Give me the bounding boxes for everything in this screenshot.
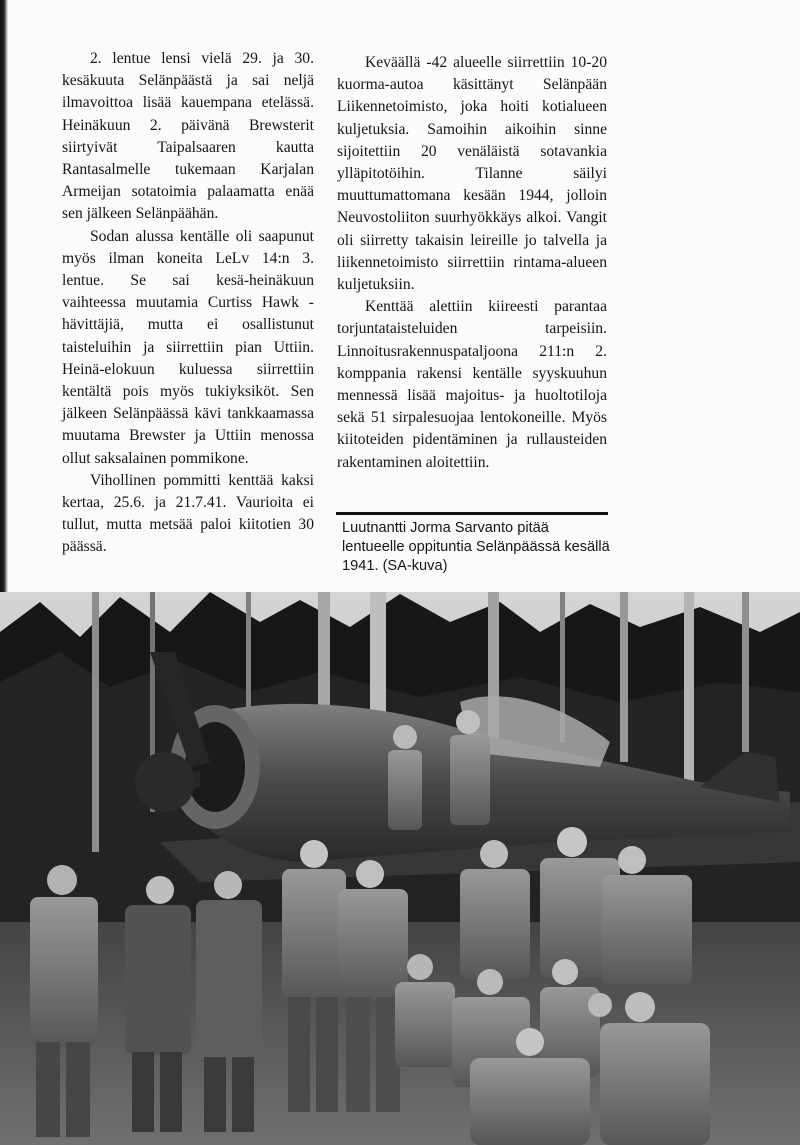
photo-illustration <box>0 592 800 1145</box>
paragraph: 2. lentue lensi vielä 29. ja 30. kesäkuuta Selänpäästä ja sai neljä ilmavoittoa lisää kauempana etelässä. Heinäkuun 2. päivänä Brewsterit siirtyivät Taipalsaaren kautta Rantasalmelle tukemaan Karjalan Armeijan sotatoimia palaamatta enää sen jälkeen Selänpäähän. <box>62 50 314 223</box>
historical-photo <box>0 592 800 1145</box>
caption-rule <box>336 512 608 515</box>
page-edge-shadow <box>0 0 8 600</box>
photo-caption: Luutnantti Jorma Sarvanto pitää lentueelle oppituntia Selänpäässä kesällä 1941. (SA-kuva) <box>342 520 610 575</box>
grain-overlay <box>0 592 800 1145</box>
paragraph: Sodan alussa kentälle oli saapunut myös ilman koneita LeLv 14:n 3. lentue. Se sai kesä-heinäkuun vaihteessa muutamia Curtiss Hawk -hävittäjiä, mutta ei osallistunut taisteluihin ja siirrettiin pian Uttiin. Heinä-elokuun kuluessa siirrettiin kentältä pois myös tukiyksiköt. Sen jälkeen Selänpäässä kävi tankkaamassa muutama Brewster ja Uttiin menossa ollut saksalainen pommikone. <box>62 227 314 467</box>
paragraph: Keväällä -42 alueelle siirrettiin 10-20 kuorma-autoa käsittänyt Selänpään Liikennetoimisto, joka hoiti kotialueen kuljetuksia. Samoihin aikoihin sinne sijoitettiin 20 venäläistä sotavankia ylläpitotöihin. Tilanne säilyi muuttumattomana kesään 1944, jolloin Neuvostoliiton suurhyökkäys alkoi. Vangit oli siirretty takaisin leireille jo talvella ja liikennetoimisto siirrettiin rintama-alueen kuljetuksiin. <box>337 54 607 294</box>
paragraph: Vihollinen pommitti kenttää kaksi kertaa, 25.6. ja 21.7.41. Vaurioita ei tullut, mutta metsää paloi kiitotien 30 päässä. <box>62 471 314 556</box>
right-text-column <box>337 52 607 474</box>
paragraph: Kenttää alettiin kiireesti parantaa torjuntataisteluiden tarpeisiin. Linnoitusrakennuspataljoona 211:n 2. komppania rakensi kentälle syyskuuhun mennessä lisää majoitus- ja huoltotiloja sekä 51 sirpalesuojaa lentokoneille. Myös kiitoteiden pidentäminen ja rullausteiden rakentaminen aloitettiin. <box>337 298 607 471</box>
left-text-column <box>62 48 314 559</box>
